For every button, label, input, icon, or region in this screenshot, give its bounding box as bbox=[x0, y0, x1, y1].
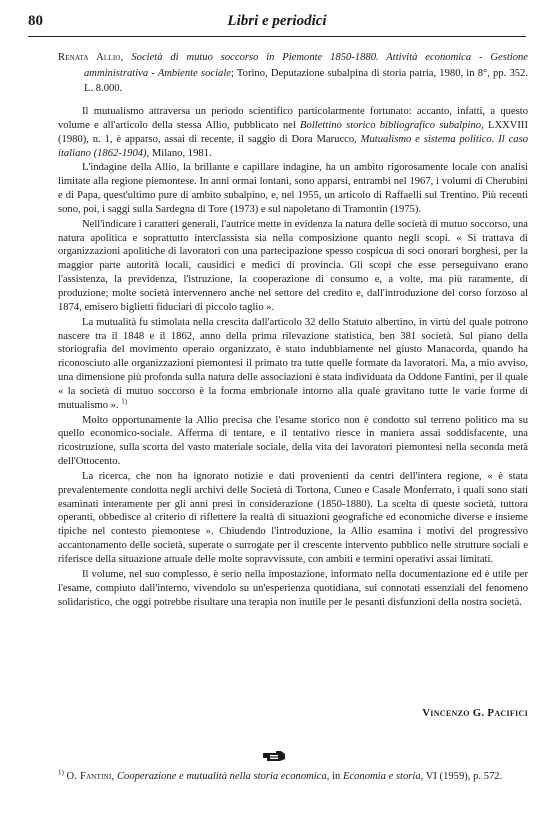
page-header bbox=[28, 10, 526, 37]
review-body bbox=[58, 105, 528, 609]
paragraph-1-text-a: Il mutualismo attraversa un periodo scientifico particolarmente fortunato: accanto, infatti, a questo volume e all'articolo della stessa Allio, pubblicato nel bbox=[58, 106, 528, 131]
footnote-marker: 1) bbox=[58, 768, 64, 777]
paragraph-4 bbox=[58, 316, 528, 413]
reference-title: Società di mutuo soccorso in Piemonte 1850-1880. Attività economica - Gestione amministrativa - Ambiente sociale bbox=[84, 52, 528, 79]
running-title: Libri e periodici bbox=[227, 13, 327, 29]
reference-author: Renata Allio, bbox=[58, 52, 124, 63]
footnote-reference: 1) bbox=[121, 397, 128, 406]
paragraph-7: Il volume, nel suo complesso, è serio nella impostazione, informato nella documentazione ed è utile per l'esame, compiuto dall'interno, vivendolo su un'esperienza quotidiana, sui connotati essenziali del fenomeno solidaristico, che oggi potrebbe risultare una terapia non inutile per le pesanti disfunzioni della nostra società. bbox=[58, 568, 528, 608]
footnote-journal: Economia e storia bbox=[342, 771, 421, 782]
reference-details: ; Torino, Deputazione subalpina di storia patria, 1980, in 8°, pp. 352. L. 8.000. bbox=[84, 67, 528, 95]
paragraph-2: L'indagine della Allio, la brillante e capillare indagine, ha un ambito rigorosamente locale con analisi limitate alla regione piemontese. In anni ormai lontani, sono apparsi, entrambi nel 1967, i volumi di Cherubini e di Papa, quest'ultimo pure di ambito subalpino, e, nel 1955, un articolo di Raffaelli sul Trentino. Più recenti sono, poi, i saggi sulla Sardegna di Tore (1973) e sul napoletano di Tramontin (1975). bbox=[58, 162, 528, 215]
reviewer-signature: Vincenzo G. Pacifici bbox=[422, 707, 528, 719]
footnote-rest: , VI (1959), p. 572. bbox=[420, 771, 503, 782]
footnote-title: Cooperazione e mutualità nella storia economica bbox=[116, 771, 327, 782]
paragraph-1-text-e: , Milano, 1981. bbox=[146, 147, 212, 159]
footnote-separator: , in bbox=[326, 771, 343, 782]
paragraph-1-book-title: Mutualismo e sistema politico. Il caso italiano (1862-1904) bbox=[58, 133, 528, 159]
paragraph-6: La ricerca, che non ha ignorato notizie e dati provenienti da centri dell'intera regione, « è stata prevalentemente condotta negli archivi delle Società di Tortona, Cuneo e Casale Monferrato, i quali sono stati esaminati interamente per gli anni presi in considerazione (1850-1880). La scelta di queste società, tuttora operanti, obbedisce al criterio di riflettere la realtà di situazioni geografiche ed economiche diverse e insieme tipiche nel contesto piemontese ». Chiudendo l'introduzione, la Allio esamina i motivi del progressivo accantonamento delle società, superate o surrogate per il crescente intervento pubblico nelle strutture sociali e riferisce della situazione attuale delle molte sopravvissute, con ambiti e termini operativi assai limitati. bbox=[58, 470, 528, 565]
paragraph-1-text-c: , LXXVIII (1980), n. 1, è apparso, assai di recente, il saggio di Dora Marucco, bbox=[58, 119, 528, 145]
paragraph-4-text: La mutualità fu stimolata nella crescita dall'articolo 32 dello Statuto albertino, in virtù del quale potrono nascere tra il 1848 e il 1862, anno della prima rilevazione statistica, ben 381 società. Sul piano della storiografia del movimento operaio organizzato, è stato indubbiamente nel giusto Manacorda, quando ha riconosciuto alle organizzazioni piemontesi il primato tra tutte quelle formate da lavoratori. Ma, a mio avviso, una dimensione più profonda sulla natura delle associazioni è stata individuata da Oddone Fantini, per il quale « la società di mutuo soccorso è la forma embrionale intorno alla quale gravitano tutte le varie forme di mutualismo ». bbox=[58, 316, 528, 411]
paragraph-1 bbox=[58, 105, 528, 160]
paragraph-5: Molto opportunamente la Allio precisa che l'esame storico non è condotto sul terreno politico ma su quello economico-sociale. Afferma di tentare, e il tentativo riesce in maniera assai soddisfacente, una ricostruzione, sulla scorta del vasto materiale sociale, della vita dei lavoratori piemontesi nella seconda metà dell'Ottocento. bbox=[58, 414, 528, 468]
footnote-author: O. Fantini, bbox=[66, 771, 115, 782]
pointing-hand-icon bbox=[261, 748, 287, 764]
book-reference bbox=[58, 50, 528, 97]
footnote bbox=[58, 770, 528, 784]
paragraph-3: Nell'indicare i caratteri generali, l'autrice mette in evidenza la natura delle società di mutuo soccorso, una natura apolitica e soprattutto interclassista sia nella composizione quanto negli scopi. « Si trattava di organizzazioni apolitiche di lavoratori con una partecipazione spesso cospicua di soci onorari borghesi, per la maggior parte autorità locali, causidici e medici di provincia. Gli scopi che esse perseguivano erano l'assistenza, la previdenza, l'istruzione, la cooperazione di consumo e, a volte, ma più raramente, di produzione; molte società intervennero anche nel settore del credito e, dall'introduzione del corso forzoso al 1874, emisero biglietti fiduciari di piccolo taglio ». bbox=[58, 218, 528, 313]
paragraph-1-journal: Bollettino storico bibliografico subalpino bbox=[300, 119, 482, 131]
page-number: 80 bbox=[28, 13, 43, 29]
